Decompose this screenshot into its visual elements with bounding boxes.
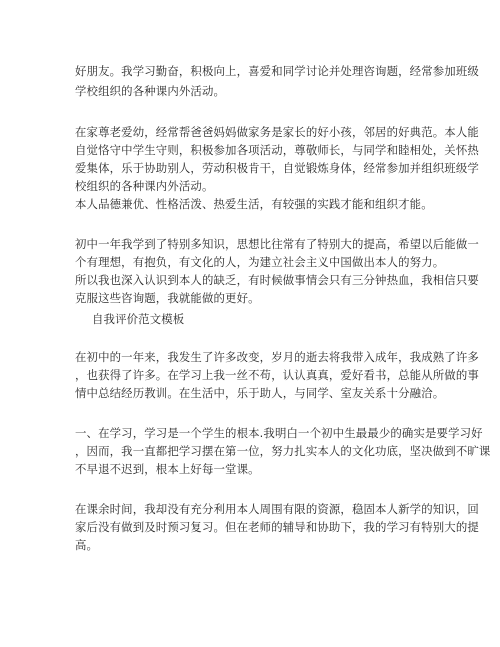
text-line: 克服这些咨询题，我就能做的更好。 (75, 291, 260, 305)
text-line: ，也获得了许多。在学习上我一丝不苟，认认真真，爱好看书，总能从所做的事 (75, 368, 479, 382)
text-line: 在家尊老爱幼，经常帮爸爸妈妈做家务是家长的好小孩，邻居的好典范。本人能 (75, 125, 479, 139)
text-line: 个有理想，有抱负，有文化的人，为建立社会主义中国做出本人的努力。 (75, 255, 445, 269)
text-line: 好朋友。我学习勤奋，积极向上，喜爱和同学讨论并处理咨询题，经常参加班级 (75, 64, 479, 78)
text-line: 在初中的一年来，我发生了许多改变，岁月的逝去将我带入成年，我成熟了许多 (75, 350, 479, 364)
text-line: ，因而，我一直都把学习摆在第一位，努力扎实本人的文化功底，坚决做到不旷课 (75, 444, 491, 458)
text-line: 爱集体，乐于协助别人，劳动积极肯干，自觉锻炼身体，经常参加并组织班级学 (75, 161, 479, 175)
text-line: 学校组织的各种课内外活动。 (75, 84, 226, 98)
text-line: 初中一年我学到了特别多知识，思想比往常有了特别大的提高，希望以后能做一 (75, 237, 479, 251)
text-line: 所以我也深入认识到本人的缺乏，有时候做事情会只有三分钟热血，我相信只要 (75, 273, 479, 287)
text-line: 在课余时间，我却没有充分利用本人周围有限的资源，稳固本人新学的知识，回 (75, 502, 479, 516)
text-line: 本人品德兼优、性格活泼、热爱生活，有较强的实践才能和组织才能。 (75, 197, 433, 211)
text-line: 校组织的各种课内外活动。 (75, 179, 214, 193)
text-line: 不早退不迟到，根本上好每一堂课。 (75, 462, 260, 476)
text-line: 自觉恪守中学生守则，积极参加各项活动，尊敬师长，与同学和睦相处，关怀热 (75, 143, 479, 157)
section-heading: 自我评价范文模板 (92, 312, 185, 326)
text-line: 家后没有做到及时预习复习。但在老师的辅导和协助下，我的学习有特别大的提 (75, 520, 479, 534)
text-line: 高。 (75, 538, 99, 552)
text-line: 情中总结经历教训。在生活中，乐于助人，与同学、室友关系十分融洽。 (75, 386, 445, 400)
text-line: 一、在学习，学习是一个学生的根本.我明白一个初中生最最少的确实是要学习好 (75, 426, 483, 440)
